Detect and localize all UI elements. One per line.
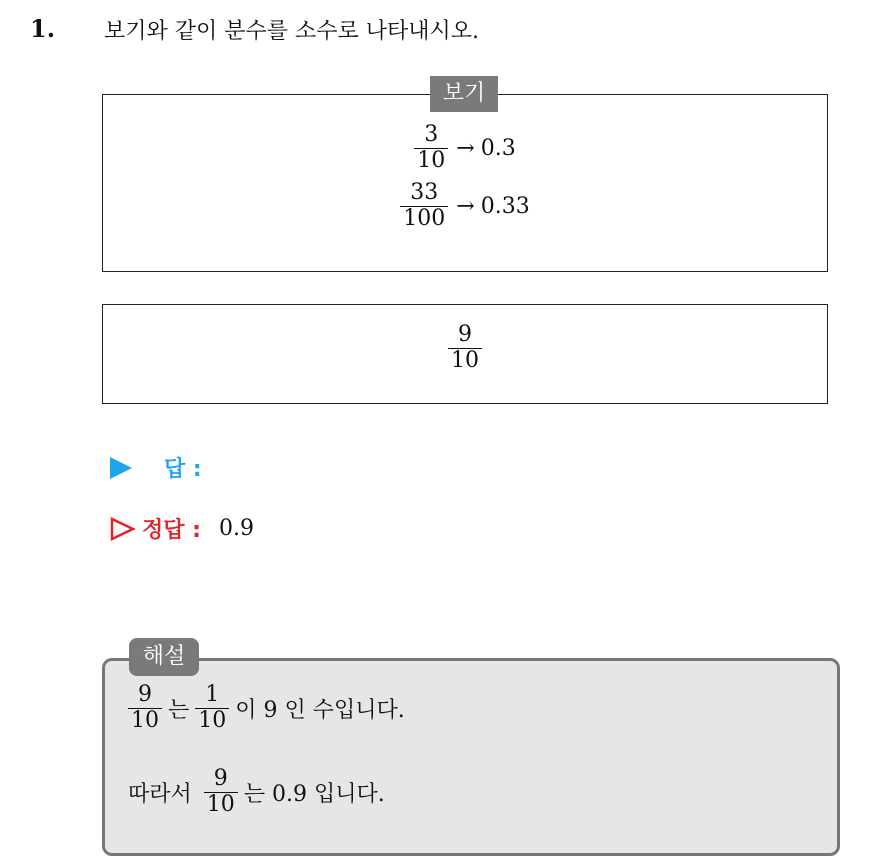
explanation-label: 해설 <box>129 638 199 676</box>
problem-box <box>102 304 828 404</box>
correct-answer-row <box>110 513 254 544</box>
problem-fraction: $\frac{9}{10}$ <box>448 323 482 373</box>
correct-answer-label: 정답 : <box>142 518 201 543</box>
explanation-fraction-3: $\frac{9}{10}$ <box>204 767 238 817</box>
example-box <box>102 94 828 272</box>
example-decimal-1: 0.3 <box>480 135 516 161</box>
explanation-line-2: 따라서 $\frac{9}{10}$ 는 0.9 입니다. <box>128 766 385 817</box>
explanation-fraction-2: $\frac{1}{10}$ <box>195 683 229 733</box>
example-row-2 <box>103 181 827 231</box>
question-number: 1. <box>30 14 56 43</box>
answer-label: 답 : <box>164 457 202 482</box>
arrow-icon: → <box>456 135 475 161</box>
play-triangle-icon <box>110 457 132 479</box>
outline-triangle-icon <box>110 517 136 541</box>
example-decimal-2: 0.33 <box>480 193 530 219</box>
correct-answer-value: 0.9 <box>218 516 254 541</box>
example-label: 보기 <box>430 76 498 112</box>
explanation-line-1: $\frac{9}{10}$ 는 $\frac{1}{10}$ 이 9 인 수입니다. <box>128 683 411 733</box>
answer-row <box>110 452 202 483</box>
example-row-1 <box>103 123 827 173</box>
explanation-fraction-1: $\frac{9}{10}$ <box>128 683 162 733</box>
example-fraction-1: $\frac{3}{10}$ <box>414 123 448 173</box>
question-text: 보기와 같이 분수를 소수로 나타내시오. <box>104 19 479 44</box>
arrow-icon: → <box>456 193 475 219</box>
example-fraction-2: $\frac{33}{100}$ <box>400 181 448 231</box>
